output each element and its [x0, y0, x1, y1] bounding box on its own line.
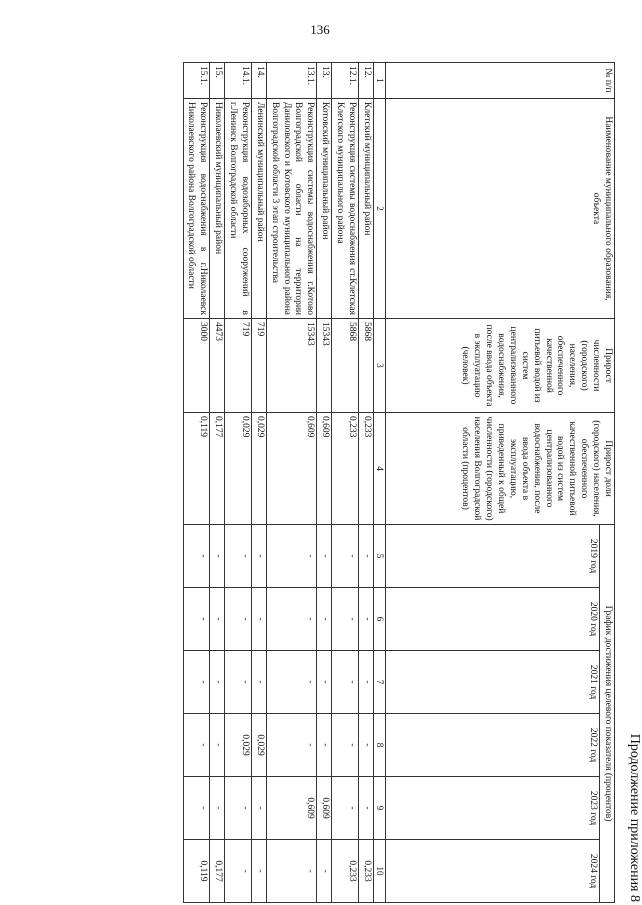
row-name: Ленинский муниципальный район: [252, 99, 267, 319]
row-2021: -: [359, 651, 374, 714]
header-row: [600, 63, 615, 903]
row-2020: -: [266, 588, 317, 651]
table-row: [332, 63, 359, 903]
header-num: № п/п: [386, 63, 615, 99]
row-people: 719: [225, 319, 252, 413]
table-row: [252, 63, 267, 903]
row-2023: 0,609: [266, 777, 317, 840]
row-2023: -: [332, 777, 359, 840]
row-2024: -: [266, 840, 317, 903]
row-number: 15.1.: [183, 63, 210, 99]
row-2022: -: [359, 714, 374, 777]
row-2019: -: [332, 525, 359, 588]
column-number: 1: [373, 63, 385, 99]
header-schedule: График достижения целевого показателя (процентов): [600, 525, 615, 903]
header-name: Наименование муниципального образования, объекта: [386, 99, 615, 319]
header-year: 2022 год: [386, 714, 600, 777]
header-share: Прирост доли (городского) населения, обеспеченного качественной питьевой водой из систем централизованного водоснабжения, после ввода объекта в эксплуатацию, приведенный к общей численности (городского) населения Волгоградской области (процентов): [386, 413, 615, 525]
row-name: Николаевский муниципальный район: [210, 99, 225, 319]
row-name: Реконструкция системы водоснабжения ст.Клетская Клетского муниципального района: [332, 99, 359, 319]
row-share: 0,233: [332, 413, 359, 525]
row-2020: -: [252, 588, 267, 651]
row-share: 0,119: [183, 413, 210, 525]
column-number: 9: [373, 777, 385, 840]
row-2022: 0,029: [225, 714, 252, 777]
row-share: 0,233: [359, 413, 374, 525]
row-name: Котовский муниципальный район: [317, 99, 332, 319]
row-2019: -: [210, 525, 225, 588]
row-name: Реконструкция водоснабжения в г.Николаевск Николаевского района Волгоградской области: [183, 99, 210, 319]
column-number: 6: [373, 588, 385, 651]
row-number: 13.1.: [266, 63, 317, 99]
row-2024: 0,119: [183, 840, 210, 903]
header-year: 2020 год: [386, 588, 600, 651]
row-2022: -: [317, 714, 332, 777]
row-2020: -: [225, 588, 252, 651]
row-2020: -: [183, 588, 210, 651]
row-share: 0,609: [317, 413, 332, 525]
row-2020: -: [317, 588, 332, 651]
row-people: 719: [252, 319, 267, 413]
continuation-label: Продолжение приложения 8: [627, 733, 642, 902]
row-number: 14.: [252, 63, 267, 99]
row-2021: -: [225, 651, 252, 714]
row-share: 0,177: [210, 413, 225, 525]
row-number: 14.1.: [225, 63, 252, 99]
row-2024: 0,233: [359, 840, 374, 903]
row-number: 15.: [210, 63, 225, 99]
rotated-page-content: [120, 62, 640, 902]
row-2021: -: [332, 651, 359, 714]
column-number-row: [373, 63, 385, 903]
header-year: 2023 год: [386, 777, 600, 840]
header-year: 2019 год: [386, 525, 600, 588]
row-name: Реконструкция водозаборных сооружений в г.Ленинск Волгоградской области: [225, 99, 252, 319]
row-2021: -: [317, 651, 332, 714]
row-2022: -: [183, 714, 210, 777]
row-name: Клетский муниципальный район: [359, 99, 374, 319]
row-2022: -: [332, 714, 359, 777]
row-2019: -: [225, 525, 252, 588]
header-year: 2024 год: [386, 840, 600, 903]
row-2020: -: [332, 588, 359, 651]
row-2019: -: [266, 525, 317, 588]
table-row: [210, 63, 225, 903]
row-name: Реконструкция системы водоснабжения г.Котово Волгоградской области на территории Даниловского и Котовского муниципального района Волгоградской области 3 этап строительства: [266, 99, 317, 319]
row-people: 15343: [317, 319, 332, 413]
row-2021: -: [266, 651, 317, 714]
column-number: 2: [373, 99, 385, 319]
table-row: [183, 63, 210, 903]
row-2019: -: [359, 525, 374, 588]
row-people: 3000: [183, 319, 210, 413]
row-2023: -: [210, 777, 225, 840]
row-2021: -: [210, 651, 225, 714]
row-people: 5868: [332, 319, 359, 413]
row-people: 5868: [359, 319, 374, 413]
table-row: [266, 63, 317, 903]
row-2023: -: [359, 777, 374, 840]
row-2019: -: [252, 525, 267, 588]
column-number: 10: [373, 840, 385, 903]
page-number: 136: [310, 22, 330, 37]
row-2022: -: [266, 714, 317, 777]
row-2021: -: [252, 651, 267, 714]
table-row: [225, 63, 252, 903]
row-number: 13.: [317, 63, 332, 99]
row-2024: 0,233: [332, 840, 359, 903]
row-2019: -: [317, 525, 332, 588]
column-number: 8: [373, 714, 385, 777]
table-row: [359, 63, 374, 903]
row-2024: -: [252, 840, 267, 903]
indicator-table: [183, 62, 615, 903]
row-number: 12.1.: [332, 63, 359, 99]
row-2024: -: [225, 840, 252, 903]
column-number: 4: [373, 413, 385, 525]
table-row: [317, 63, 332, 903]
row-2020: -: [210, 588, 225, 651]
header-people: Прирост численности (городского) населения, обеспеченного качественной питьевой водой из систем централизованного водоснабжения, после ввода объекта в эксплуатацию (человек): [386, 319, 615, 413]
column-number: 7: [373, 651, 385, 714]
row-2020: -: [359, 588, 374, 651]
row-people: 15343: [266, 319, 317, 413]
row-2023: -: [252, 777, 267, 840]
row-2022: -: [210, 714, 225, 777]
row-2022: 0,029: [252, 714, 267, 777]
column-number: 3: [373, 319, 385, 413]
row-share: 0,029: [225, 413, 252, 525]
row-2023: 0,609: [317, 777, 332, 840]
column-number: 5: [373, 525, 385, 588]
header-year: 2021 год: [386, 651, 600, 714]
row-2019: -: [183, 525, 210, 588]
row-2024: -: [317, 840, 332, 903]
row-share: 0,609: [266, 413, 317, 525]
row-people: 4473: [210, 319, 225, 413]
row-share: 0,029: [252, 413, 267, 525]
row-2023: -: [183, 777, 210, 840]
table-body: [183, 63, 373, 903]
row-2021: -: [183, 651, 210, 714]
row-2023: -: [225, 777, 252, 840]
row-2024: 0,177: [210, 840, 225, 903]
row-number: 12.: [359, 63, 374, 99]
